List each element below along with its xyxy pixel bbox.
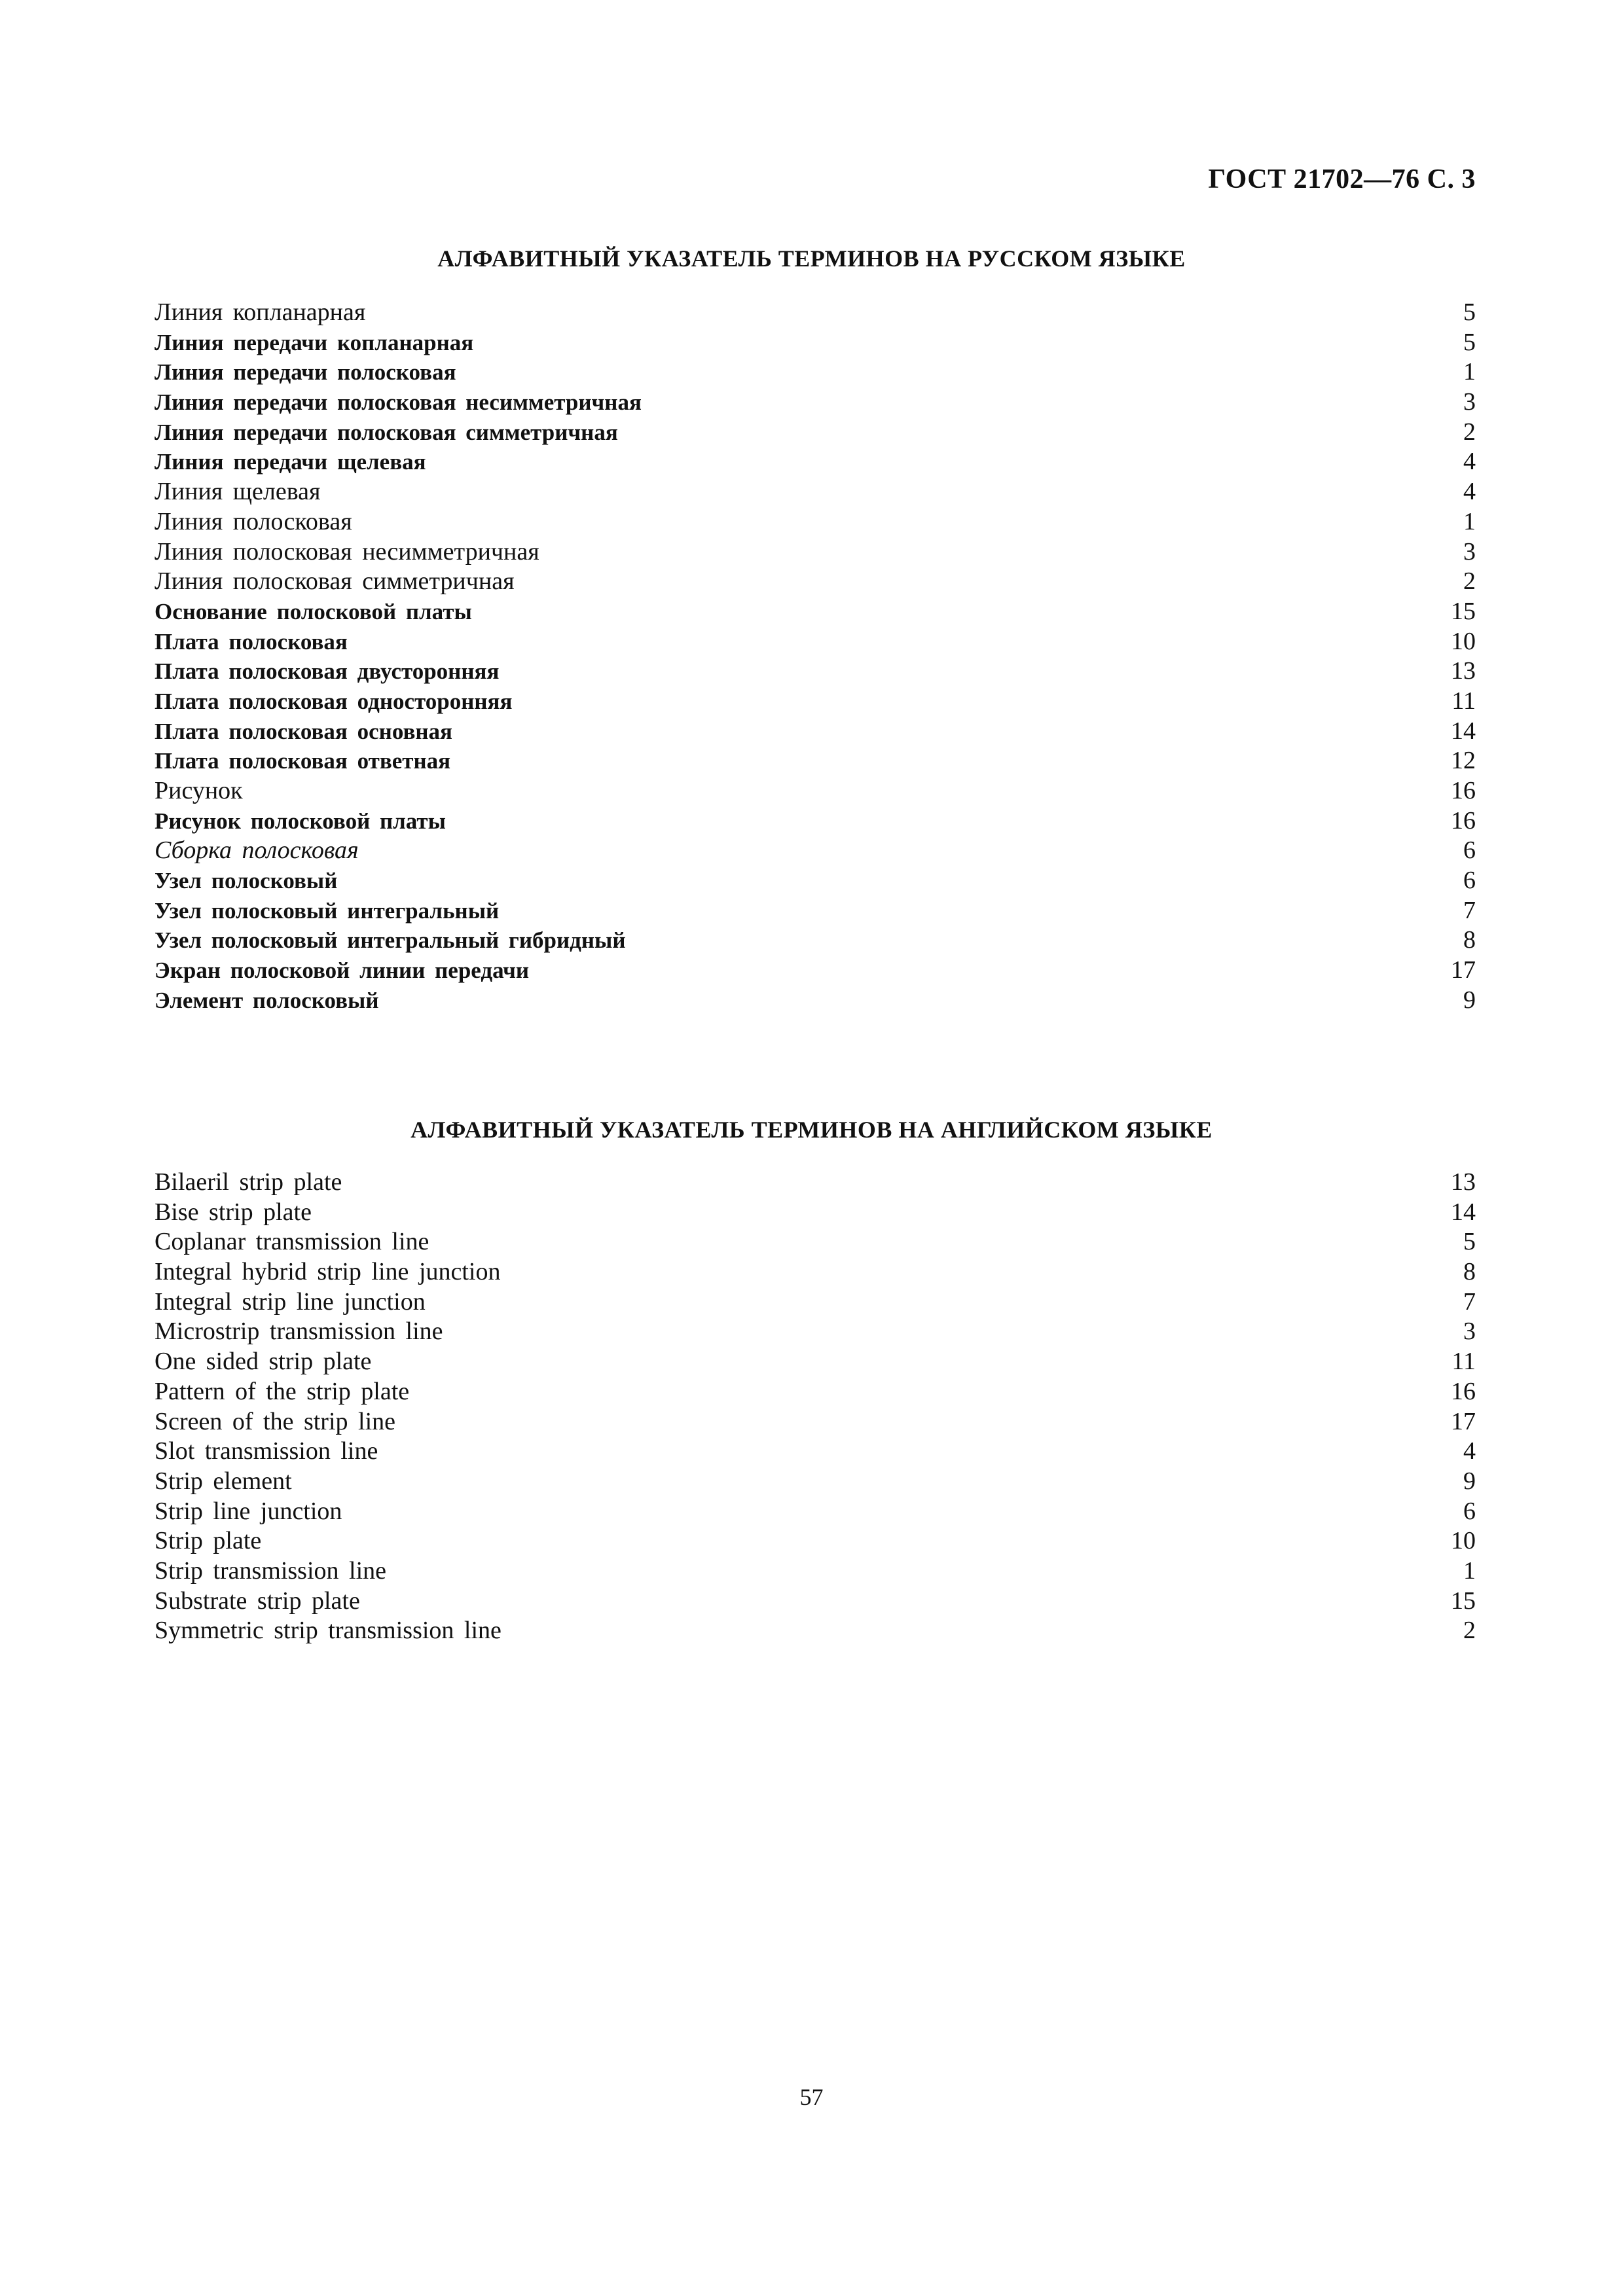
index-page-ref: 12 [1451, 747, 1476, 775]
index-page-ref: 16 [1451, 1377, 1476, 1405]
index-page-ref: 14 [1451, 717, 1476, 745]
index-entry [155, 866, 1476, 896]
index-term: Линия полосковая [155, 507, 352, 535]
index-page-ref: 2 [1463, 1617, 1476, 1645]
index-term: Узел полосковый интегральный [155, 897, 500, 924]
index-entry [155, 507, 1476, 537]
index-entry [155, 1198, 1476, 1228]
index-page-ref: 6 [1463, 867, 1476, 895]
index-page-ref: 3 [1463, 1318, 1476, 1346]
index-term: Узел полосковый интегральный гибридный [155, 927, 626, 954]
index-entry [155, 776, 1476, 806]
index-term: Плата полосковая основная [155, 718, 452, 744]
index-term: Линия полосковая симметричная [155, 567, 515, 596]
index-term: Coplanar transmission line [155, 1228, 429, 1256]
index-term: Strip line junction [155, 1497, 342, 1525]
index-entry [155, 1556, 1476, 1587]
index-page-ref: 7 [1463, 1287, 1476, 1316]
index-entry [155, 298, 1476, 328]
index-entry [155, 1287, 1476, 1318]
index-page-ref: 1 [1463, 507, 1476, 535]
index-term: Узел полосковый [155, 868, 338, 894]
index-term: Integral strip line junction [155, 1287, 426, 1316]
index-term: Линия передачи полосковая несимметричная [155, 389, 642, 416]
index-page-ref: 13 [1451, 657, 1476, 685]
index-term: Pattern of the strip plate [155, 1377, 410, 1405]
index-term: Экран полосковой линии передачи [155, 958, 530, 984]
standard-designation: ГОСТ 21702—76 С. 3 [1208, 164, 1476, 194]
page-number: 57 [799, 2084, 824, 2110]
index-page-ref: 15 [1451, 1587, 1476, 1615]
index-page-ref: 4 [1463, 448, 1476, 476]
index-term: Линия передачи полосковая симметричная [155, 419, 618, 445]
index-entry [155, 1317, 1476, 1347]
index-term: Линия копланарная [155, 298, 366, 326]
index-entry [155, 717, 1476, 747]
index-entry [155, 836, 1476, 866]
index-entry [155, 1437, 1476, 1467]
index-page-ref: 17 [1451, 1407, 1476, 1435]
index-entry [155, 418, 1476, 448]
index-entry [155, 956, 1476, 986]
index-page-ref: 7 [1463, 896, 1476, 924]
index-page-ref: 8 [1463, 1258, 1476, 1286]
index-term: Сборка полосковая [155, 836, 359, 865]
index-page-ref: 10 [1451, 627, 1476, 655]
english-index-list [155, 1168, 1476, 1646]
index-page-ref: 10 [1451, 1527, 1476, 1555]
index-entry [155, 806, 1476, 836]
index-entry [155, 687, 1476, 717]
index-entry [155, 357, 1476, 387]
index-page-ref: 3 [1463, 537, 1476, 565]
index-entry [155, 1168, 1476, 1198]
index-page-ref: 16 [1451, 777, 1476, 804]
index-term: Bise strip plate [155, 1198, 312, 1226]
index-term: Рисунок [155, 777, 243, 804]
index-entry [155, 1616, 1476, 1646]
index-term: Плата полосковая ответная [155, 748, 451, 774]
index-term: Линия передачи копланарная [155, 329, 474, 355]
index-term: Integral hybrid strip line junction [155, 1258, 501, 1286]
index-page-ref: 13 [1451, 1168, 1476, 1196]
english-index-title: АЛФАВИТНЫЙ УКАЗАТЕЛЬ ТЕРМИНОВ НА АНГЛИЙСКОМ ЯЗЫКЕ [410, 1117, 1213, 1143]
index-term: Плата полосковая односторонняя [155, 688, 513, 714]
index-page-ref: 16 [1451, 806, 1476, 834]
index-page-ref: 3 [1463, 388, 1476, 416]
index-page-ref: 15 [1451, 597, 1476, 625]
index-entry [155, 597, 1476, 627]
index-term: Slot transmission line [155, 1437, 378, 1465]
index-page-ref: 14 [1451, 1198, 1476, 1226]
index-entry [155, 477, 1476, 507]
index-term: Элемент полосковый [155, 987, 379, 1013]
index-page-ref: 17 [1451, 956, 1476, 984]
index-term: Линия передачи полосковая [155, 359, 456, 386]
index-page-ref: 2 [1463, 418, 1476, 446]
index-term: Bilaeril strip plate [155, 1168, 342, 1196]
index-term: Symmetric strip transmission line [155, 1617, 501, 1645]
russian-index-title: АЛФАВИТНЫЙ УКАЗАТЕЛЬ ТЕРМИНОВ НА РУССКОМ ЯЗЫКЕ [437, 245, 1186, 272]
index-entry [155, 1587, 1476, 1617]
index-entry [155, 1377, 1476, 1407]
index-term: Линия передачи щелевая [155, 449, 426, 475]
index-page-ref: 8 [1463, 926, 1476, 954]
index-entry [155, 746, 1476, 776]
index-term: Strip transmission line [155, 1556, 386, 1585]
index-page-ref: 4 [1463, 478, 1476, 506]
index-page-ref: 5 [1463, 1228, 1476, 1256]
index-entry [155, 387, 1476, 418]
index-page-ref: 5 [1463, 298, 1476, 326]
index-term: Основание полосковой платы [155, 598, 472, 624]
index-entry [155, 567, 1476, 597]
index-term: Плата полосковая двусторонняя [155, 658, 500, 685]
index-entry [155, 1347, 1476, 1377]
index-entry [155, 537, 1476, 567]
index-page-ref: 2 [1463, 567, 1476, 596]
index-entry [155, 656, 1476, 687]
index-term: Рисунок полосковой платы [155, 808, 446, 834]
index-page-ref: 6 [1463, 836, 1476, 865]
index-entry [155, 1526, 1476, 1556]
index-page-ref: 1 [1463, 1556, 1476, 1585]
index-page-ref: 9 [1463, 986, 1476, 1014]
index-term: Strip plate [155, 1527, 262, 1555]
index-term: Microstrip transmission line [155, 1318, 443, 1346]
index-page-ref: 11 [1451, 687, 1476, 715]
index-term: Screen of the strip line [155, 1407, 396, 1435]
index-entry [155, 447, 1476, 477]
index-entry [155, 896, 1476, 926]
index-page-ref: 11 [1451, 1348, 1476, 1376]
index-entry [155, 328, 1476, 358]
russian-index-list [155, 298, 1476, 1016]
index-page-ref: 4 [1463, 1437, 1476, 1465]
index-term: Линия полосковая несимметричная [155, 537, 539, 565]
index-term: One sided strip plate [155, 1348, 372, 1376]
index-page-ref: 6 [1463, 1497, 1476, 1525]
index-entry [155, 1257, 1476, 1287]
index-term: Strip element [155, 1467, 292, 1495]
index-entry [155, 986, 1476, 1016]
index-entry [155, 1467, 1476, 1497]
index-entry [155, 1497, 1476, 1527]
index-page-ref: 1 [1463, 358, 1476, 386]
index-entry [155, 627, 1476, 657]
index-page-ref: 9 [1463, 1467, 1476, 1495]
index-term: Substrate strip plate [155, 1587, 360, 1615]
index-term: Линия щелевая [155, 478, 321, 506]
index-entry [155, 1407, 1476, 1437]
index-entry [155, 1227, 1476, 1257]
index-term: Плата полосковая [155, 628, 348, 655]
index-entry [155, 925, 1476, 956]
index-page-ref: 5 [1463, 328, 1476, 356]
